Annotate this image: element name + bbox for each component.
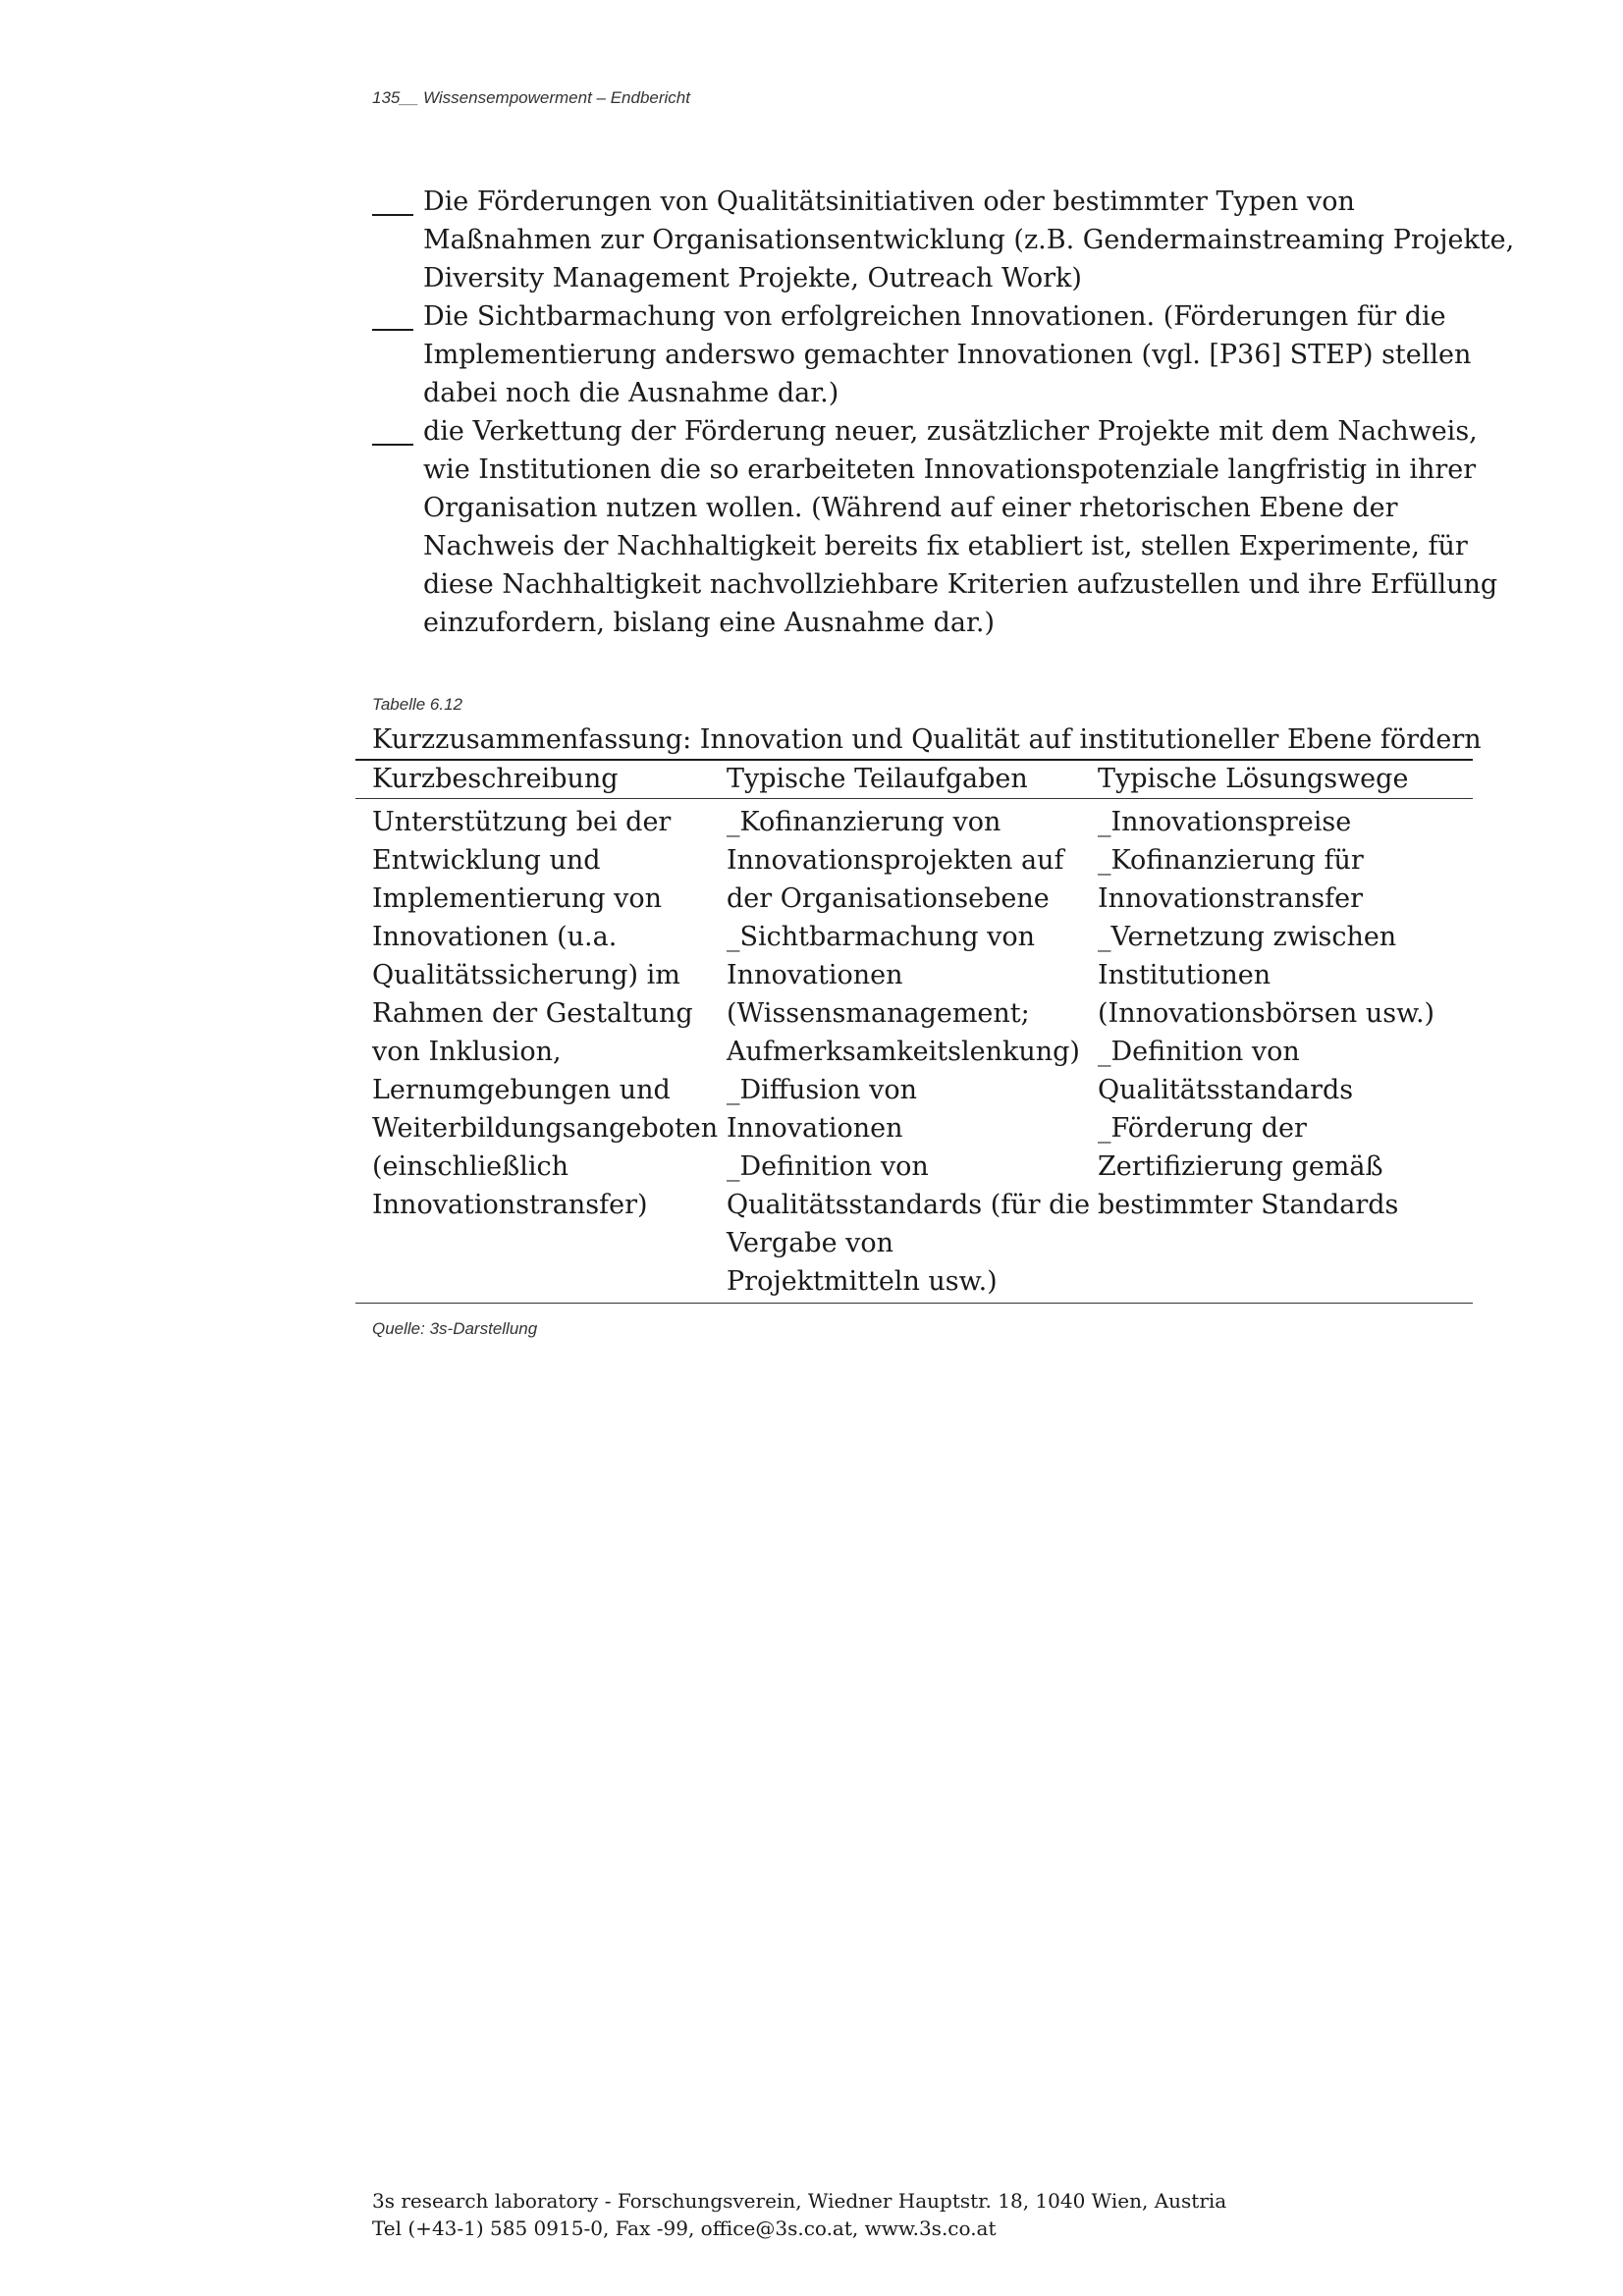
cell-line: _Definition von — [727, 1151, 929, 1182]
cell-line: _Definition von — [1098, 1037, 1300, 1067]
bullet-line: Organisation nutzen wollen. (Während auf einer rhetorischen Ebene der — [423, 493, 1398, 523]
header-cell: Typische Teilaufgaben — [727, 764, 1028, 794]
cell-line: Entwicklung und — [372, 845, 601, 876]
bullet-item — [372, 412, 1498, 642]
cell-line: Weiterbildungsangeboten — [372, 1113, 719, 1144]
cell-line: Aufmerksamkeitslenkung) — [727, 1037, 1080, 1067]
cell-line: _Förderung der — [1098, 1113, 1307, 1144]
summary-table — [355, 759, 1473, 1304]
cell-line: der Organisationsebene — [727, 883, 1050, 914]
bullet-line: einzufordern, bislang eine Ausnahme dar.) — [423, 608, 996, 638]
cell-line: Lernumgebungen und — [372, 1075, 671, 1105]
bullet-line: Implementierung anderswo gemachter Innovationen (vgl. [P36] STEP) stellen — [423, 340, 1472, 370]
cell-line: von Inklusion, — [372, 1037, 562, 1067]
cell-line: Zertifizierung gemäß — [1098, 1151, 1383, 1182]
bullet-line: Die Sichtbarmachung von erfolgreichen Innovationen. (Förderungen für die — [423, 301, 1446, 332]
cell-line: _Diffusion von — [727, 1075, 917, 1105]
cell-line: Unterstützung bei der — [372, 807, 672, 837]
cell-line: _Kofinanzierung von — [727, 807, 1001, 837]
footer-address: 3s research laboratory - Forschungsverein, Wiedner Hauptstr. 18, 1040 Wien, Austria — [372, 2189, 1227, 2213]
cell-line: bestimmter Standards — [1098, 1190, 1399, 1220]
bullet-dash — [372, 444, 413, 446]
header-cell: Typische Lösungswege — [1098, 764, 1409, 794]
bullet-list — [372, 183, 1515, 642]
cell-line: Innovationen — [727, 960, 903, 990]
cell-line: _Vernetzung zwischen — [1098, 922, 1397, 952]
cell-line: (einschließlich — [372, 1151, 568, 1182]
bullet-line: Die Förderungen von Qualitätsinitiativen oder bestimmter Typen von — [423, 187, 1355, 217]
bullet-line: diese Nachhaltigkeit nachvollziehbare Kriterien aufzustellen und ihre Erfüllung — [423, 569, 1498, 600]
cell-line: _Kofinanzierung für — [1098, 845, 1364, 876]
cell-line: Institutionen — [1098, 960, 1271, 990]
bullet-line: Nachweis der Nachhaltigkeit bereits fix etabliert ist, stellen Experimente, für — [423, 531, 1468, 561]
bullet-line: die Verkettung der Förderung neuer, zusätzlicher Projekte mit dem Nachweis, — [423, 416, 1478, 447]
table-cell — [1098, 803, 1473, 1301]
table-cell — [727, 803, 1098, 1301]
bullet-item — [372, 297, 1472, 412]
cell-line: Innovationsprojekten auf — [727, 845, 1064, 876]
header-cell: Kurzbeschreibung — [372, 764, 619, 794]
cell-line: Implementierung von — [372, 883, 663, 914]
table-source: Quelle: 3s-Darstellung — [372, 1319, 538, 1338]
cell-line: Innovationen (u.a. — [372, 922, 618, 952]
cell-line: Rahmen der Gestaltung — [372, 998, 693, 1029]
table-caption: Tabelle 6.12 — [372, 695, 463, 714]
table-bottom-rule — [355, 1303, 1473, 1304]
bullet-item — [372, 183, 1515, 297]
bullet-line: wie Institutionen die so erarbeiteten Innovationspotenziale langfristig in ihrer — [423, 454, 1477, 485]
cell-line: (Wissensmanagement; — [727, 998, 1030, 1029]
bullet-line: Maßnahmen zur Organisationsentwicklung (z.B. Gendermainstreaming Projekte, — [423, 225, 1515, 255]
page-footer — [372, 2187, 1226, 2242]
cell-line: Projektmitteln usw.) — [727, 1266, 998, 1297]
bullet-dash — [372, 214, 413, 216]
bullet-line: dabei noch die Ausnahme dar.) — [423, 378, 839, 408]
cell-line: Vergabe von — [727, 1228, 894, 1258]
cell-line: Innovationen — [727, 1113, 903, 1144]
cell-line: Innovationstransfer) — [372, 1190, 648, 1220]
bullet-line: Diversity Management Projekte, Outreach Work) — [423, 263, 1082, 294]
cell-line: Innovationstransfer — [1098, 883, 1364, 914]
running-header: 135__ Wissensempowerment – Endbericht — [372, 88, 690, 107]
cell-line: (Innovationsbörsen usw.) — [1098, 998, 1435, 1029]
cell-line: Qualitätssicherung) im — [372, 960, 680, 990]
cell-line: _Sichtbarmachung von — [727, 922, 1036, 952]
table-header-row — [355, 761, 1473, 798]
table-row — [355, 799, 1473, 1303]
cell-line: Qualitätsstandards (für die — [727, 1190, 1091, 1220]
table-cell — [355, 803, 727, 1301]
footer-contact: Tel (+43-1) 585 0915-0, Fax -99, office@3s.co.at, www.3s.co.at — [372, 2216, 997, 2240]
cell-line: _Innovationspreise — [1098, 807, 1352, 837]
table-title: Kurzzusammenfassung: Innovation und Qualität auf institutioneller Ebene fördern — [372, 724, 1482, 755]
cell-line: Qualitätsstandards — [1098, 1075, 1354, 1105]
bullet-dash — [372, 329, 413, 331]
